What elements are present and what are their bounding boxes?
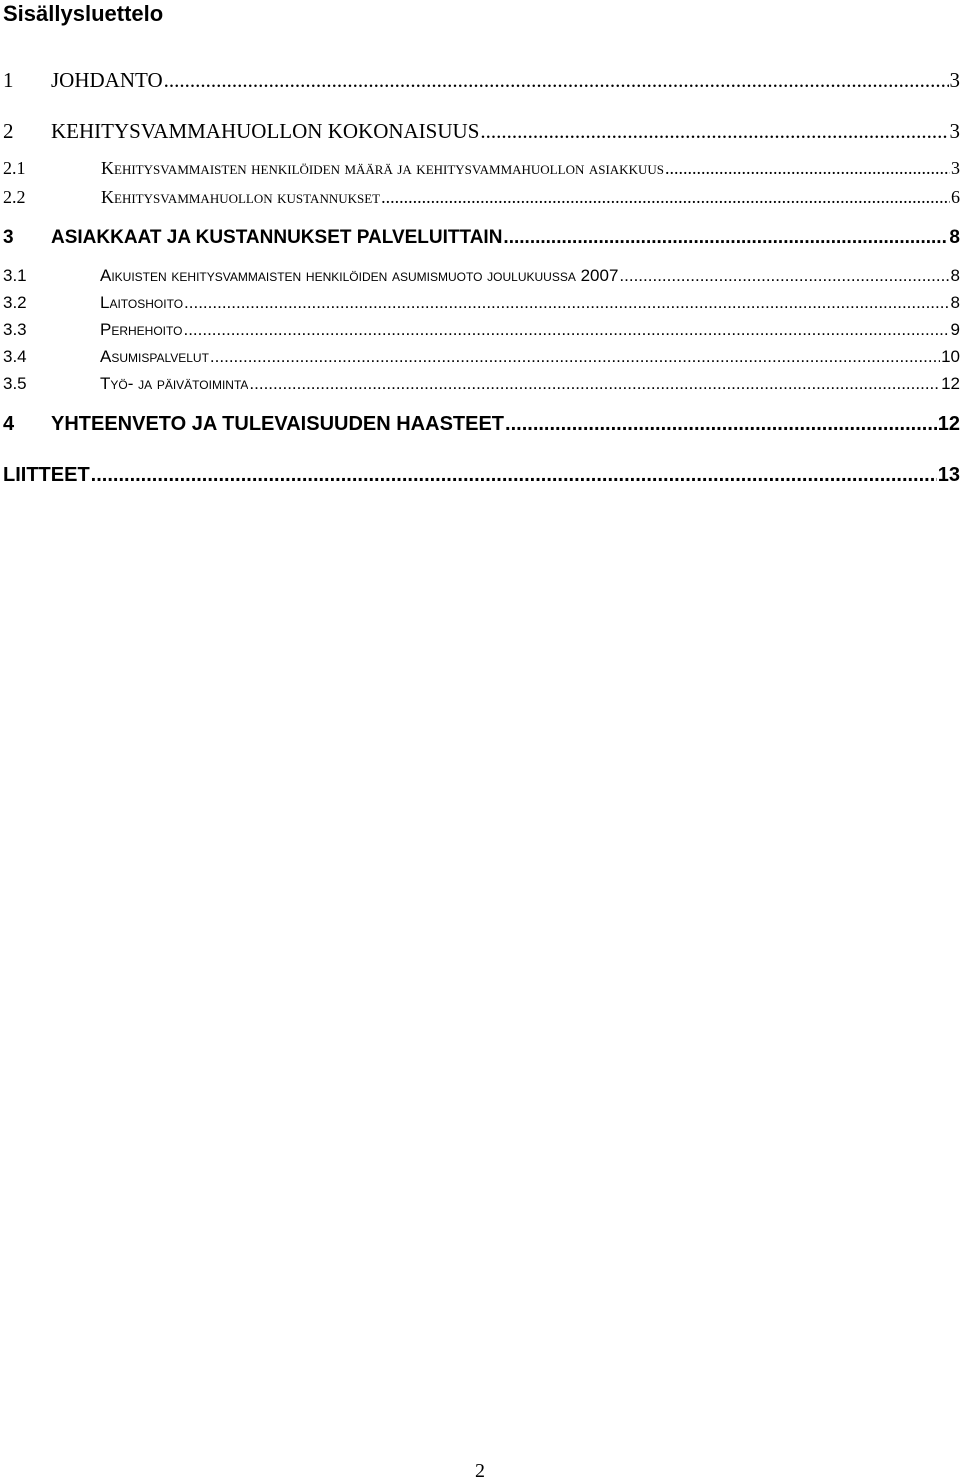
toc-leader (665, 157, 950, 179)
toc-entry-title: Työ- ja päivätoiminta (100, 374, 249, 393)
toc-leader (183, 319, 949, 340)
toc-entry[interactable] (3, 118, 960, 144)
toc-entry-page: 13 (937, 464, 960, 486)
toc-leader (480, 118, 948, 144)
toc-leader (381, 186, 950, 208)
toc-entry-title: Perhehoito (100, 320, 183, 339)
toc-entry-page: 9 (950, 320, 960, 339)
toc-leader (619, 265, 949, 286)
toc-entry-number: 3 (3, 227, 14, 248)
toc-entry[interactable] (3, 292, 960, 313)
toc-leader (184, 292, 950, 313)
toc-entry-title: JOHDANTO (51, 68, 163, 92)
toc-entry-title: LIITTEET (3, 464, 90, 486)
toc-entry-page: 10 (941, 347, 960, 366)
toc-entry-number: 4 (3, 413, 15, 435)
toc-entry-number: 2.2 (3, 187, 26, 207)
toc-entry[interactable] (3, 319, 960, 340)
toc-leader (210, 346, 940, 367)
toc-entry-title: Asumispalvelut (100, 347, 209, 366)
toc-entry[interactable] (3, 346, 960, 367)
toc-entry-number: 3.2 (3, 293, 27, 312)
toc-entry[interactable] (3, 226, 960, 250)
toc-entry-page: 6 (951, 187, 960, 207)
toc-entry-title: Kehitysvammaisten henkilöiden määrä ja kehitysvammahuollon asiakkuus (101, 158, 664, 178)
toc-entry-page: 12 (941, 374, 960, 393)
toc-entry-number: 3.3 (3, 320, 27, 339)
page-title: Sisällysluettelo (3, 1, 164, 26)
toc-entry-page: 12 (937, 413, 960, 435)
toc-entry-number: 3.1 (3, 266, 27, 285)
toc-entry-number: 2 (3, 119, 14, 143)
toc-leader (91, 463, 937, 487)
toc-leader (503, 226, 948, 250)
toc-entry-title: YHTEENVETO JA TULEVAISUUDEN HAASTEET (51, 413, 505, 435)
toc-entry-title: Kehitysvammahuollon kustannukset (101, 187, 381, 207)
toc-entry[interactable] (3, 265, 960, 286)
page-number: 2 (475, 1460, 485, 1482)
toc-leader (249, 373, 940, 394)
toc-entry-number: 2.1 (3, 158, 26, 178)
toc-entry[interactable] (3, 186, 960, 208)
toc-leader (505, 412, 937, 436)
toc-entry-page: 8 (950, 266, 960, 285)
toc-entry-title: Laitoshoito (100, 293, 184, 312)
toc-entry-number: 3.4 (3, 347, 27, 366)
toc-entry-number: 3.5 (3, 374, 27, 393)
toc-entry[interactable] (3, 463, 960, 487)
toc-entry-page: 3 (951, 158, 960, 178)
toc-entry-page: 8 (949, 227, 960, 248)
toc-entry-page: 8 (950, 293, 960, 312)
toc-entry[interactable] (3, 412, 960, 436)
toc-entry-page: 3 (949, 68, 960, 92)
toc-entry[interactable] (3, 67, 960, 93)
toc-entry[interactable] (3, 157, 960, 179)
toc-entry[interactable] (3, 373, 960, 394)
toc-entry-title: KEHITYSVAMMAHUOLLON KOKONAISUUS (51, 119, 480, 143)
toc-entry-title: ASIAKKAAT JA KUSTANNUKSET PALVELUITTAIN (51, 227, 503, 248)
toc-leader (164, 67, 949, 93)
toc-entry-number: 1 (3, 68, 14, 92)
toc-entry-page: 3 (949, 119, 960, 143)
toc-entry-title: Aikuisten kehitysvammaisten henkilöiden asumismuoto joulukuussa 2007 (100, 266, 619, 285)
